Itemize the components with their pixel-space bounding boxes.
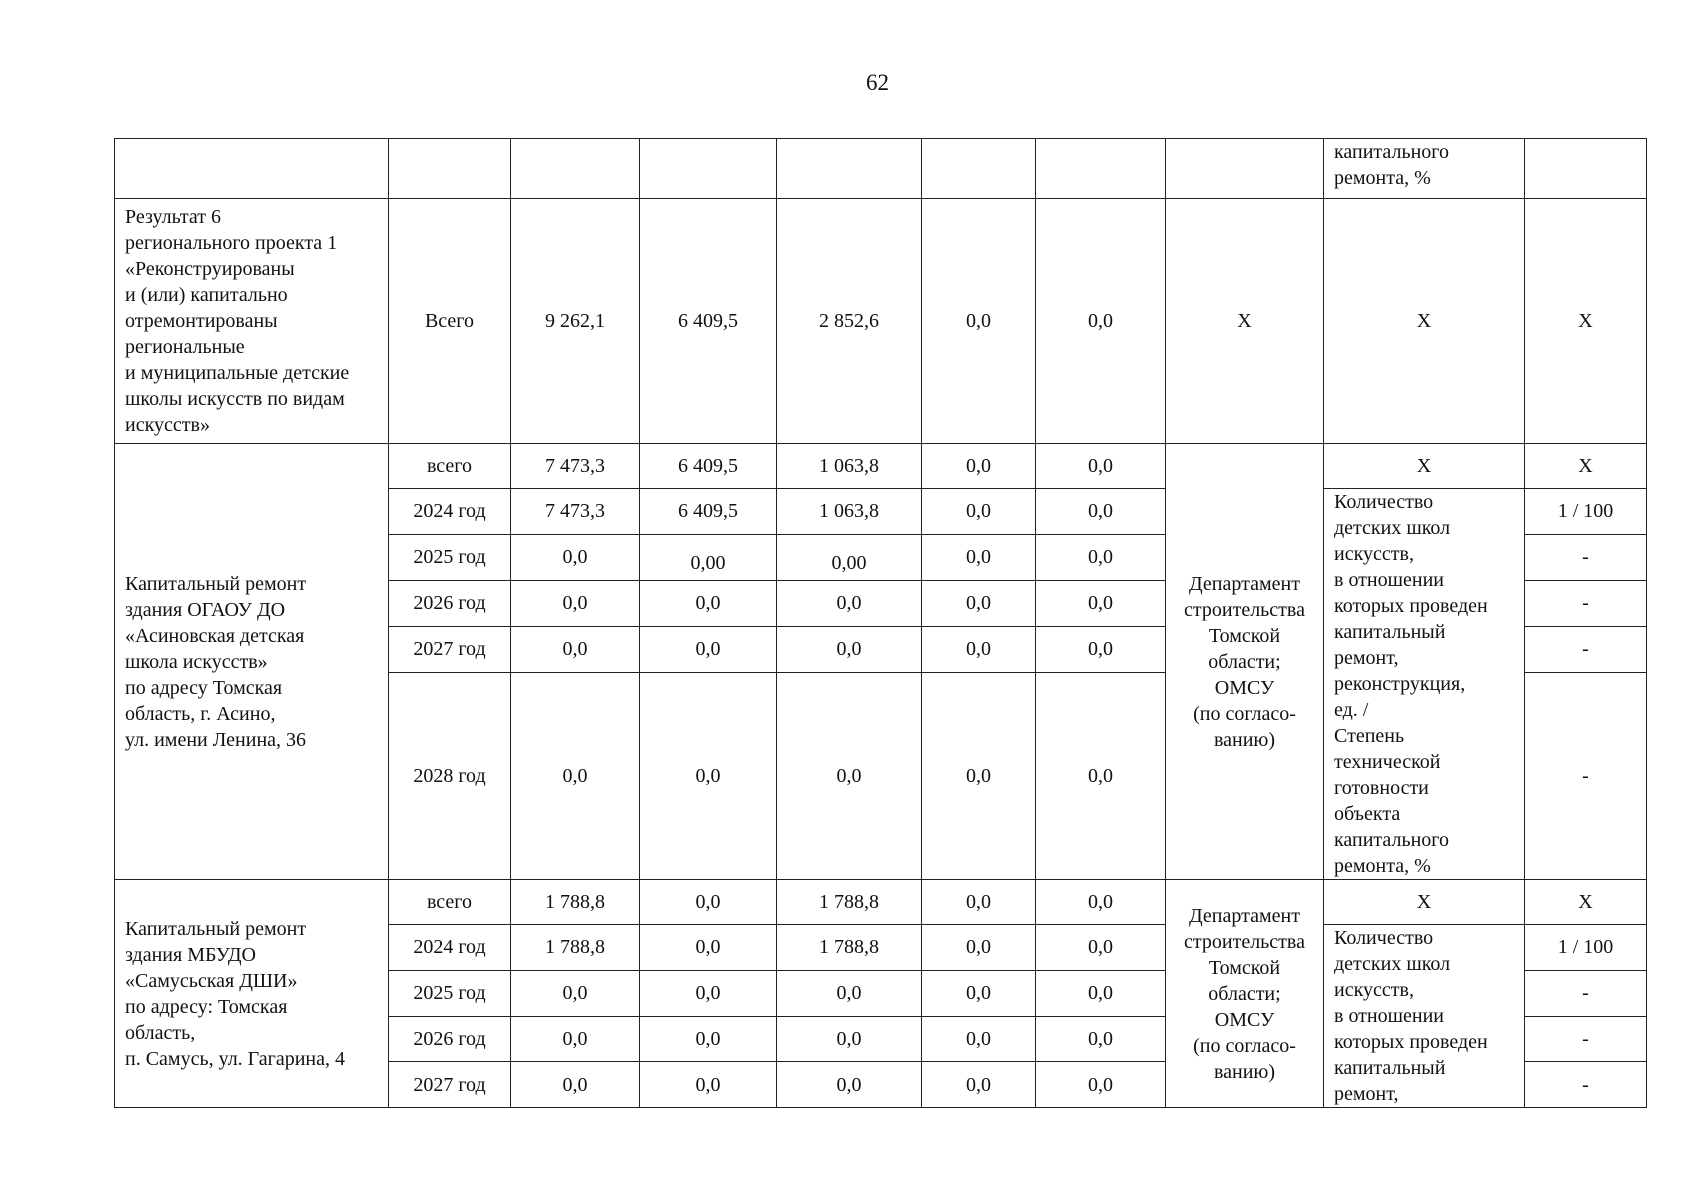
total-cell: 0,0: [511, 534, 640, 580]
executor-cell: Департамент строительства Томской области; ОМСУ (по согласо- ванию): [1166, 444, 1324, 880]
value-cell: X: [1525, 880, 1647, 925]
total-cell: 7 473,3: [511, 444, 640, 489]
other-cell: 0,0: [1036, 199, 1166, 444]
local-cell: 0,0: [922, 1016, 1036, 1062]
value-cell: 1 / 100: [1525, 489, 1647, 535]
federal-cell: 6 409,5: [640, 444, 777, 489]
value-cell: -: [1525, 580, 1647, 626]
funding-table: [114, 138, 1647, 1108]
indicator-cell: X: [1324, 444, 1525, 489]
value-cell: X: [1525, 199, 1647, 444]
cell-empty: [922, 139, 1036, 199]
total-cell: 0,0: [511, 1062, 640, 1108]
cell-empty: [640, 139, 777, 199]
local-cell: 0,0: [922, 489, 1036, 535]
total-cell: 9 262,1: [511, 199, 640, 444]
other-cell: 0,0: [1036, 534, 1166, 580]
period-cell: 2027 год: [389, 626, 511, 672]
value-cell: -: [1525, 970, 1647, 1016]
other-cell: 0,0: [1036, 580, 1166, 626]
federal-cell: 0,0: [640, 1062, 777, 1108]
cell-empty: [115, 139, 389, 199]
local-cell: 0,0: [922, 626, 1036, 672]
other-cell: 0,0: [1036, 672, 1166, 879]
value-cell: 1 / 100: [1525, 925, 1647, 971]
object-name: Капитальный ремонт здания ОГАОУ ДО «Асиновская детская школа искусств» по адресу Томская область, г. Асино, ул. имени Ленина, 36: [115, 444, 389, 880]
value-cell: -: [1525, 534, 1647, 580]
cell-empty: [389, 139, 511, 199]
period-cell: 2024 год: [389, 489, 511, 535]
total-cell: 0,0: [511, 1016, 640, 1062]
period-cell: всего: [389, 444, 511, 489]
other-cell: 0,0: [1036, 489, 1166, 535]
total-cell: 1 788,8: [511, 880, 640, 925]
regional-cell: 1 788,8: [777, 925, 922, 971]
federal-cell: 0,0: [640, 925, 777, 971]
federal-cell: 0,0: [640, 880, 777, 925]
local-cell: 0,0: [922, 534, 1036, 580]
indicator-cell: Количество детских школ искусств, в отношении которых проведен капитальный ремонт,: [1324, 925, 1525, 1108]
local-cell: 0,0: [922, 444, 1036, 489]
federal-cell: 0,0: [640, 580, 777, 626]
value-cell: -: [1525, 672, 1647, 879]
federal-cell: 0,00: [640, 534, 777, 580]
regional-cell: 1 788,8: [777, 880, 922, 925]
federal-cell: 6 409,5: [640, 199, 777, 444]
period-cell: Всего: [389, 199, 511, 444]
cell-empty: [1166, 139, 1324, 199]
value-cell: X: [1525, 444, 1647, 489]
object-name: Капитальный ремонт здания МБУДО «Самусьская ДШИ» по адресу: Томская область, п. Самусь, ул. Гагарина, 4: [115, 880, 389, 1108]
carryover-row: [115, 139, 1647, 199]
regional-cell: 1 063,8: [777, 489, 922, 535]
other-cell: 0,0: [1036, 626, 1166, 672]
total-cell: 0,0: [511, 970, 640, 1016]
other-cell: 0,0: [1036, 880, 1166, 925]
other-cell: 0,0: [1036, 1016, 1166, 1062]
local-cell: 0,0: [922, 880, 1036, 925]
period-cell: 2028 год: [389, 672, 511, 879]
federal-cell: 0,0: [640, 1016, 777, 1062]
local-cell: 0,0: [922, 970, 1036, 1016]
federal-cell: 0,0: [640, 970, 777, 1016]
period-cell: 2025 год: [389, 970, 511, 1016]
regional-cell: 2 852,6: [777, 199, 922, 444]
page-number: 62: [866, 70, 889, 95]
total-cell: 0,0: [511, 580, 640, 626]
cell-empty: [777, 139, 922, 199]
period-cell: всего: [389, 880, 511, 925]
value-cell: -: [1525, 1062, 1647, 1108]
regional-cell: 0,0: [777, 626, 922, 672]
regional-cell: 0,00: [777, 534, 922, 580]
period-cell: 2026 год: [389, 1016, 511, 1062]
total-cell: 0,0: [511, 626, 640, 672]
local-cell: 0,0: [922, 199, 1036, 444]
regional-cell: 1 063,8: [777, 444, 922, 489]
indicator-cell: капитального ремонта, %: [1324, 139, 1525, 199]
other-cell: 0,0: [1036, 444, 1166, 489]
period-cell: 2026 год: [389, 580, 511, 626]
total-cell: 1 788,8: [511, 925, 640, 971]
indicator-cell: X: [1324, 880, 1525, 925]
local-cell: 0,0: [922, 925, 1036, 971]
value-cell: -: [1525, 1016, 1647, 1062]
regional-cell: 0,0: [777, 672, 922, 879]
executor-cell: Департамент строительства Томской области; ОМСУ (по согласо- ванию): [1166, 880, 1324, 1108]
other-cell: 0,0: [1036, 1062, 1166, 1108]
result-row: [115, 199, 1647, 444]
other-cell: 0,0: [1036, 925, 1166, 971]
regional-cell: 0,0: [777, 1016, 922, 1062]
regional-cell: 0,0: [777, 1062, 922, 1108]
local-cell: 0,0: [922, 580, 1036, 626]
total-cell: 0,0: [511, 672, 640, 879]
period-cell: 2024 год: [389, 925, 511, 971]
result-name: Результат 6 регионального проекта 1 «Реконструированы и (или) капитально отремонтированы региональные и муниципальные детские школы искусств по видам искусств»: [115, 199, 389, 444]
regional-cell: 0,0: [777, 970, 922, 1016]
cell-empty: [1036, 139, 1166, 199]
executor-cell: X: [1166, 199, 1324, 444]
federal-cell: 6 409,5: [640, 489, 777, 535]
table-row: [115, 444, 1647, 489]
period-cell: 2027 год: [389, 1062, 511, 1108]
value-cell: -: [1525, 626, 1647, 672]
regional-cell: 0,0: [777, 580, 922, 626]
local-cell: 0,0: [922, 672, 1036, 879]
indicator-cell: X: [1324, 199, 1525, 444]
total-cell: 7 473,3: [511, 489, 640, 535]
cell-empty: [511, 139, 640, 199]
period-cell: 2025 год: [389, 534, 511, 580]
indicator-cell: Количество детских школ искусств, в отношении которых проведен капитальный ремонт, реконструкция, ед. / Степень технической готовности объекта капитального ремонта, %: [1324, 489, 1525, 880]
other-cell: 0,0: [1036, 970, 1166, 1016]
federal-cell: 0,0: [640, 626, 777, 672]
table-row: [115, 880, 1647, 925]
local-cell: 0,0: [922, 1062, 1036, 1108]
federal-cell: 0,0: [640, 672, 777, 879]
cell-empty: [1525, 139, 1647, 199]
